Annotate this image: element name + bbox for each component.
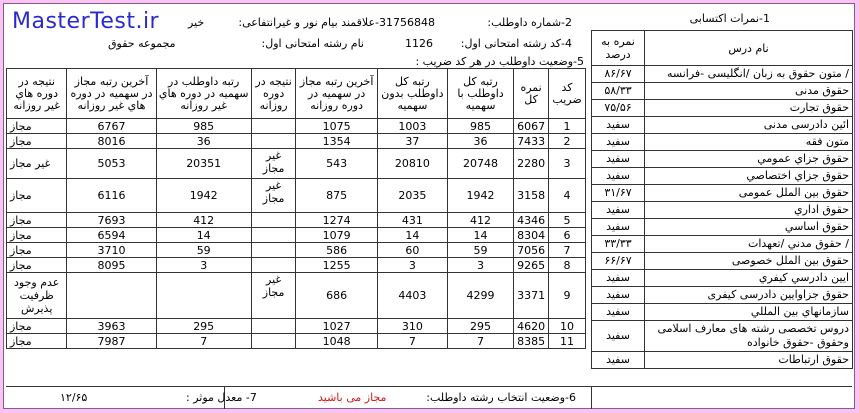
result-day-cell: غیر مجاز: [251, 149, 296, 179]
rank-quota-cell: 20748: [447, 149, 513, 179]
rank-noquota-cell: 37: [377, 134, 447, 149]
code-cell: 11: [549, 334, 586, 349]
course-name: ايين دادرسي كيفري: [645, 270, 853, 287]
code-cell: 7: [549, 243, 586, 258]
score-cell: 9265: [514, 258, 549, 273]
last-nonday-cell: 3963: [67, 319, 156, 334]
course-row: [592, 219, 853, 236]
result-nonday-cell: مجاز: [7, 213, 67, 228]
rank-noquota-cell: 310: [377, 319, 447, 334]
rank-quota-cell: 59: [447, 243, 513, 258]
result-day-cell: [251, 334, 296, 349]
code-cell: 2: [549, 134, 586, 149]
result-nonday-cell: مجاز: [7, 134, 67, 149]
course-name: حقوق اساسي: [645, 219, 853, 236]
course-grade: سفید: [592, 168, 645, 185]
course-grade: سفید: [592, 134, 645, 151]
course-grade: ۶۶/۶۷: [592, 253, 645, 270]
col-rank-noquota-header: رتبه کل داوطلب بدون سهمیه: [377, 69, 447, 119]
course-name: حقوق ارتباطات: [645, 352, 853, 369]
rank-quota-cell: 4299: [447, 273, 513, 319]
code-cell: 5: [549, 213, 586, 228]
rank-nonday-cell: 59: [156, 243, 251, 258]
rank-nonday-cell: 7: [156, 334, 251, 349]
selection-status-label: 6-وضعیت انتخاب رشته داوطلب:: [426, 391, 576, 404]
rank-quota-cell: 412: [447, 213, 513, 228]
section5-title: 5-وضعیت داوطلب در هر کد ضریب :: [415, 55, 584, 68]
rank-nonday-cell: 3: [156, 258, 251, 273]
last-nonday-cell: 6767: [67, 119, 156, 134]
rank-nonday-cell: 412: [156, 213, 251, 228]
course-grade: سفید: [592, 151, 645, 168]
footer-divider: [6, 386, 852, 387]
rank-quota-cell: 295: [447, 319, 513, 334]
rank-row: [7, 319, 586, 334]
code-cell: 3: [549, 149, 586, 179]
result-day-cell: [251, 119, 296, 134]
rank-noquota-cell: 3: [377, 258, 447, 273]
course-grade: ۸۶/۶۷: [592, 66, 645, 83]
course-name: سازمانهاي بين المللي: [645, 304, 853, 321]
result-nonday-cell: مجاز: [7, 228, 67, 243]
score-cell: 3371: [514, 273, 549, 319]
result-day-cell: [251, 134, 296, 149]
selection-status-value: مجاز می باشید: [318, 391, 387, 404]
code-cell: 1: [549, 119, 586, 134]
last-nonday-cell: 8095: [67, 258, 156, 273]
col-rank-nonday-header: رتبه داوطلب در سهمیه در دوره هاي غیر روزانه: [156, 69, 251, 119]
average-value: ۱۲/۶۵: [60, 391, 88, 404]
course-row: [592, 134, 853, 151]
rank-row: [7, 179, 586, 213]
code-cell: 10: [549, 319, 586, 334]
rank-quota-cell: 1942: [447, 179, 513, 213]
course-name: حقوق جزاوایین دادرسی کیفری: [645, 287, 853, 304]
rank-noquota-cell: 20810: [377, 149, 447, 179]
score-cell: 7433: [514, 134, 549, 149]
result-nonday-cell: عدم وجود ظرفیت پذیرش: [7, 273, 67, 319]
last-nonday-cell: 5053: [67, 149, 156, 179]
result-nonday-cell: غیر مجاز: [7, 149, 67, 179]
course-row: [592, 352, 853, 369]
course-grade: سفید: [592, 287, 645, 304]
rank-nonday-cell: 1942: [156, 179, 251, 213]
rank-noquota-cell: 7: [377, 334, 447, 349]
pnu-interest-value: خیر: [188, 16, 205, 29]
major-name-label: نام رشته امتحانی اول:: [261, 37, 364, 50]
course-name: حقوق بین الملل عمومی: [645, 185, 853, 202]
rank-nonday-cell: 36: [156, 134, 251, 149]
course-row: [592, 66, 853, 83]
rank-nonday-cell: [156, 273, 251, 319]
rank-row: [7, 243, 586, 258]
last-day-cell: 686: [296, 273, 377, 319]
result-day-cell: [251, 319, 296, 334]
result-nonday-cell: مجاز: [7, 179, 67, 213]
course-name: متون فقه: [645, 134, 853, 151]
last-nonday-cell: 7693: [67, 213, 156, 228]
course-row: [592, 270, 853, 287]
course-grade: سفید: [592, 270, 645, 287]
course-grade-header: نمره به درصد: [592, 31, 645, 66]
last-day-cell: 1027: [296, 319, 377, 334]
last-day-cell: 1274: [296, 213, 377, 228]
result-nonday-cell: مجاز: [7, 243, 67, 258]
ranks-table: [6, 68, 586, 349]
rank-quota-cell: 14: [447, 228, 513, 243]
last-nonday-cell: 6594: [67, 228, 156, 243]
rank-nonday-cell: 295: [156, 319, 251, 334]
rank-quota-cell: 3: [447, 258, 513, 273]
course-name: حقوق بین الملل خصوصی: [645, 253, 853, 270]
rank-row: [7, 258, 586, 273]
code-cell: 6: [549, 228, 586, 243]
course-row: [592, 304, 853, 321]
rank-row: [7, 228, 586, 243]
section1-title: 1-نمرات اکتسابی: [689, 12, 770, 25]
major-code-label: 4-کد رشته امتحانی اول:: [460, 37, 572, 50]
rank-row: [7, 149, 586, 179]
code-cell: 9: [549, 273, 586, 319]
course-row: [592, 287, 853, 304]
course-grade: ۵۸/۳۳: [592, 83, 645, 100]
course-name: / متون حقوق به زبان /انگلیسی -فرانسه: [645, 66, 853, 83]
course-row: [592, 168, 853, 185]
last-nonday-cell: 6116: [67, 179, 156, 213]
last-day-cell: 1354: [296, 134, 377, 149]
last-nonday-cell: 3710: [67, 243, 156, 258]
last-day-cell: 1075: [296, 119, 377, 134]
score-cell: 4620: [514, 319, 549, 334]
rank-row: [7, 134, 586, 149]
score-cell: 8304: [514, 228, 549, 243]
rank-quota-cell: 985: [447, 119, 513, 134]
rank-quota-cell: 7: [447, 334, 513, 349]
rank-nonday-cell: 20351: [156, 149, 251, 179]
result-nonday-cell: مجاز: [7, 319, 67, 334]
code-cell: 4: [549, 179, 586, 213]
score-cell: 8385: [514, 334, 549, 349]
course-name: / حقوق مدني /تعهدات: [645, 236, 853, 253]
course-row: [592, 185, 853, 202]
course-grade: سفید: [592, 117, 645, 134]
applicant-number-value: 1756848: [386, 16, 435, 29]
rank-noquota-cell: 1003: [377, 119, 447, 134]
course-grade: ۷۵/۵۶: [592, 100, 645, 117]
rank-row: [7, 334, 586, 349]
rank-row: [7, 273, 586, 319]
last-day-cell: 1255: [296, 258, 377, 273]
site-logo: MasterTest.ir: [12, 9, 160, 34]
last-day-cell: 586: [296, 243, 377, 258]
course-grade: سفید: [592, 219, 645, 236]
rank-noquota-cell: 431: [377, 213, 447, 228]
score-cell: 3158: [514, 179, 549, 213]
last-day-cell: 875: [296, 179, 377, 213]
course-row: [592, 321, 853, 352]
rank-nonday-cell: 14: [156, 228, 251, 243]
rank-noquota-cell: 4403: [377, 273, 447, 319]
rank-quota-cell: 36: [447, 134, 513, 149]
course-grade: سفید: [592, 304, 645, 321]
col-result-day-header: نتیجه در دوره روزانه: [251, 69, 296, 119]
last-day-cell: 543: [296, 149, 377, 179]
code-cell: 8: [549, 258, 586, 273]
rank-noquota-cell: 2035: [377, 179, 447, 213]
course-name: حقوق تجارت: [645, 100, 853, 117]
course-name: حقوق مدنی: [645, 83, 853, 100]
course-row: [592, 83, 853, 100]
last-nonday-cell: 8016: [67, 134, 156, 149]
pnu-interest-label: 3-علاقمند بیام نور و غیرانتفاعی:: [238, 16, 386, 29]
score-cell: 4346: [514, 213, 549, 228]
course-name: ائین دادرسی مدنی: [645, 117, 853, 134]
course-row: [592, 117, 853, 134]
rank-nonday-cell: 985: [156, 119, 251, 134]
course-row: [592, 151, 853, 168]
course-grade: سفید: [592, 321, 645, 352]
courses-table: [591, 30, 853, 369]
result-day-cell: [251, 258, 296, 273]
col-result-nonday-header: نتیجه در دوره هاي غیر روزانه: [7, 69, 67, 119]
score-cell: 7056: [514, 243, 549, 258]
rank-row: [7, 119, 586, 134]
applicant-number-label: 2-شماره داوطلب:: [487, 16, 572, 29]
result-day-cell: غیر مجاز: [251, 273, 296, 319]
result-day-cell: غیر مجاز: [251, 179, 296, 213]
course-row: [592, 236, 853, 253]
col-last-nonday-header: آخرین رتبه مجاز در سهمیه در دوره هاي غیر روزانه: [67, 69, 156, 119]
col-last-day-header: آخرین رتبه مجاز در سهمیه در دوره روزانه: [296, 69, 377, 119]
course-grade: ۳۱/۶۷: [592, 185, 645, 202]
course-name: دروس تخصصی رشته های معارف اسلامی وحقوق -حقوق خانواده: [645, 321, 853, 352]
course-grade: ۳۳/۳۳: [592, 236, 645, 253]
major-name-value: مجموعه حقوق: [108, 37, 176, 50]
score-cell: 2280: [514, 149, 549, 179]
score-cell: 6067: [514, 119, 549, 134]
course-name: حقوق جزاي اختصاصي: [645, 168, 853, 185]
result-day-cell: [251, 228, 296, 243]
result-nonday-cell: مجاز: [7, 258, 67, 273]
course-name: حقوق جزاي عمومي: [645, 151, 853, 168]
course-row: [592, 202, 853, 219]
result-nonday-cell: مجاز: [7, 334, 67, 349]
last-day-cell: 1079: [296, 228, 377, 243]
result-day-cell: [251, 213, 296, 228]
rank-noquota-cell: 14: [377, 228, 447, 243]
last-nonday-cell: 7987: [67, 334, 156, 349]
course-row: [592, 100, 853, 117]
result-day-cell: [251, 243, 296, 258]
course-grade: سفید: [592, 352, 645, 369]
last-day-cell: 1048: [296, 334, 377, 349]
rank-noquota-cell: 60: [377, 243, 447, 258]
result-nonday-cell: مجاز: [7, 119, 67, 134]
major-code-value: 1126: [405, 37, 433, 50]
course-name-header: نام درس: [645, 31, 853, 66]
col-rank-quota-header: رتبه کل داوطلب با سهمیه: [447, 69, 513, 119]
col-code-header: کد ضریب: [549, 69, 586, 119]
course-name: حقوق اداري: [645, 202, 853, 219]
rank-row: [7, 213, 586, 228]
last-nonday-cell: [67, 273, 156, 319]
average-label: 7- معدل موثر :: [186, 391, 257, 404]
footer-divider-v1: [591, 386, 592, 409]
col-score-header: نمره کل: [514, 69, 549, 119]
course-row: [592, 253, 853, 270]
course-grade: سفید: [592, 202, 645, 219]
